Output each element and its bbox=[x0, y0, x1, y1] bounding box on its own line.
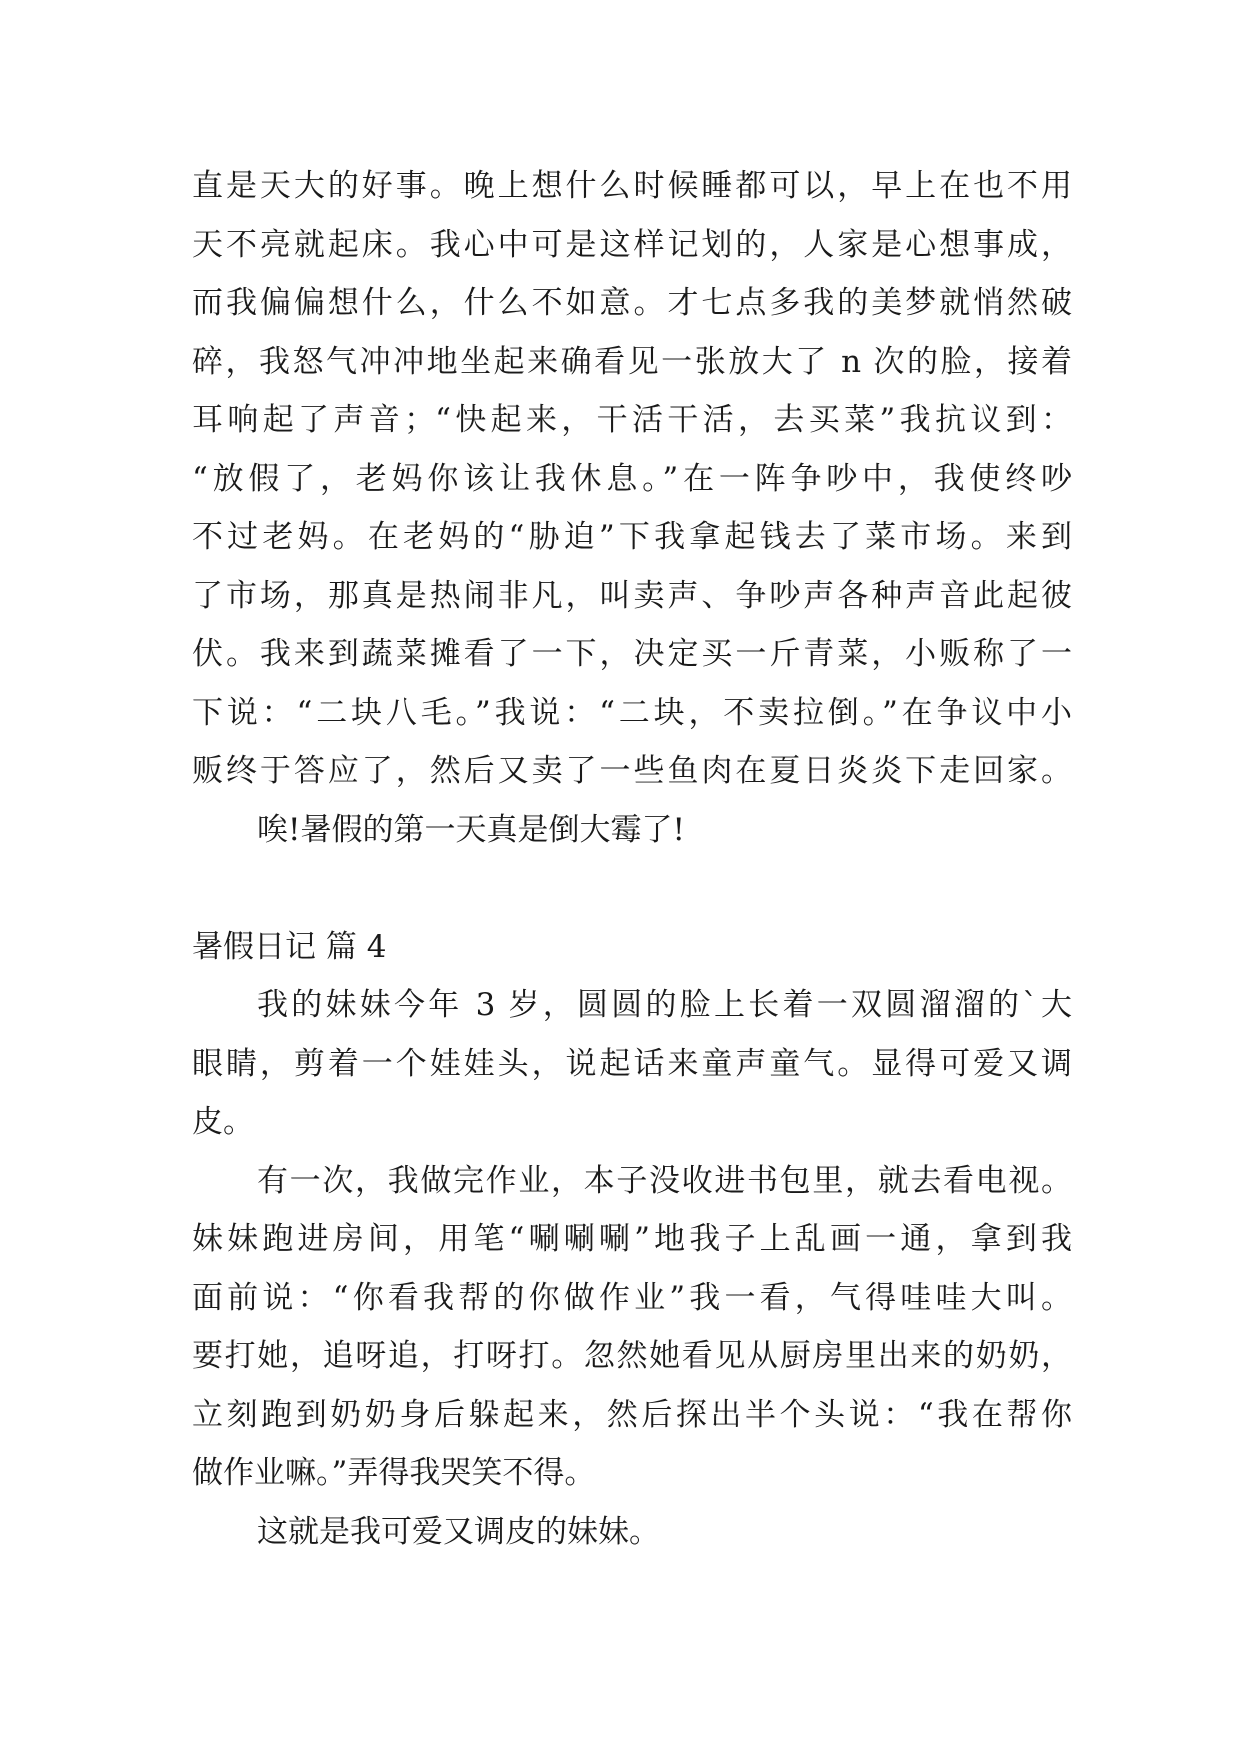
text-line: 有一次，我做完作业，本子没收进书包里，就去看电视。 bbox=[257, 1162, 1072, 1199]
text-line: 面前说：“你看我帮的你做作业”我一看，气得哇哇大叫。 bbox=[192, 1279, 1072, 1316]
text-line: 了市场，那真是热闹非凡，叫卖声、争吵声各种声音此起彼 bbox=[192, 577, 1072, 614]
text-line: 耳响起了声音；“快起来，干活干活，去买菜”我抗议到： bbox=[192, 402, 1072, 438]
text-line: 而我偏偏想什么，什么不如意。才七点多我的美梦就悄然破 bbox=[192, 285, 1072, 321]
text-line: 妹妹跑进房间，用笔“唰唰唰”地我子上乱画一通，拿到我 bbox=[192, 1221, 1072, 1257]
text-line: 贩终于答应了，然后又卖了一些鱼肉在夏日炎炎下走回家。 bbox=[192, 753, 1072, 789]
spacer bbox=[192, 859, 1072, 918]
text-line: 眼睛，剪着一个娃娃头，说起话来童声童气。显得可爱又调 bbox=[192, 1045, 1072, 1082]
paragraph-2 bbox=[192, 1152, 1072, 1503]
text-line: 皮。 bbox=[192, 1104, 254, 1140]
text-line: 做作业嘛。”弄得我哭笑不得。 bbox=[192, 1455, 596, 1491]
document-page bbox=[192, 157, 1072, 1561]
paragraph-3 bbox=[192, 1503, 1072, 1562]
paragraph-1 bbox=[192, 976, 1072, 1152]
text-line: 立刻跑到奶奶身后躲起来，然后探出半个头说：“我在帮你 bbox=[192, 1396, 1072, 1433]
text-line: 要打她，追呀追，打呀打。忽然她看见从厨房里出来的奶奶， bbox=[192, 1338, 1072, 1374]
text-line: 伏。我来到蔬菜摊看了一下，决定买一斤青菜，小贩称了一 bbox=[192, 636, 1072, 672]
text-line: 下说：“二块八毛。”我说：“二块，不卖拉倒。”在争议中小 bbox=[192, 694, 1072, 731]
text-line: 直是天大的好事。晚上想什么时候睡都可以，早上在也不用 bbox=[192, 168, 1072, 204]
section-title: 暑假日记 篇 4 bbox=[192, 928, 387, 965]
closing-line: 唉!暑假的第一天真是倒大霉了! bbox=[257, 811, 685, 848]
text-line: 不过老妈。在老妈的“胁迫”下我拿起钱去了菜市场。来到 bbox=[192, 519, 1072, 555]
text-line: “放假了，老妈你该让我休息。”在一阵争吵中，我使终吵 bbox=[192, 460, 1072, 497]
paragraph-continued bbox=[192, 157, 1072, 801]
text-line: 天不亮就起床。我心中可是这样记划的，人家是心想事成， bbox=[192, 226, 1072, 263]
text-line: 我的妹妹今年 3 岁，圆圆的脸上长着一双圆溜溜的`大 bbox=[257, 987, 1072, 1023]
text-line: 碎，我怒气冲冲地坐起来确看见一张放大了 n 次的脸，接着 bbox=[192, 343, 1072, 380]
text-line: 这就是我可爱又调皮的妹妹。 bbox=[257, 1513, 660, 1550]
